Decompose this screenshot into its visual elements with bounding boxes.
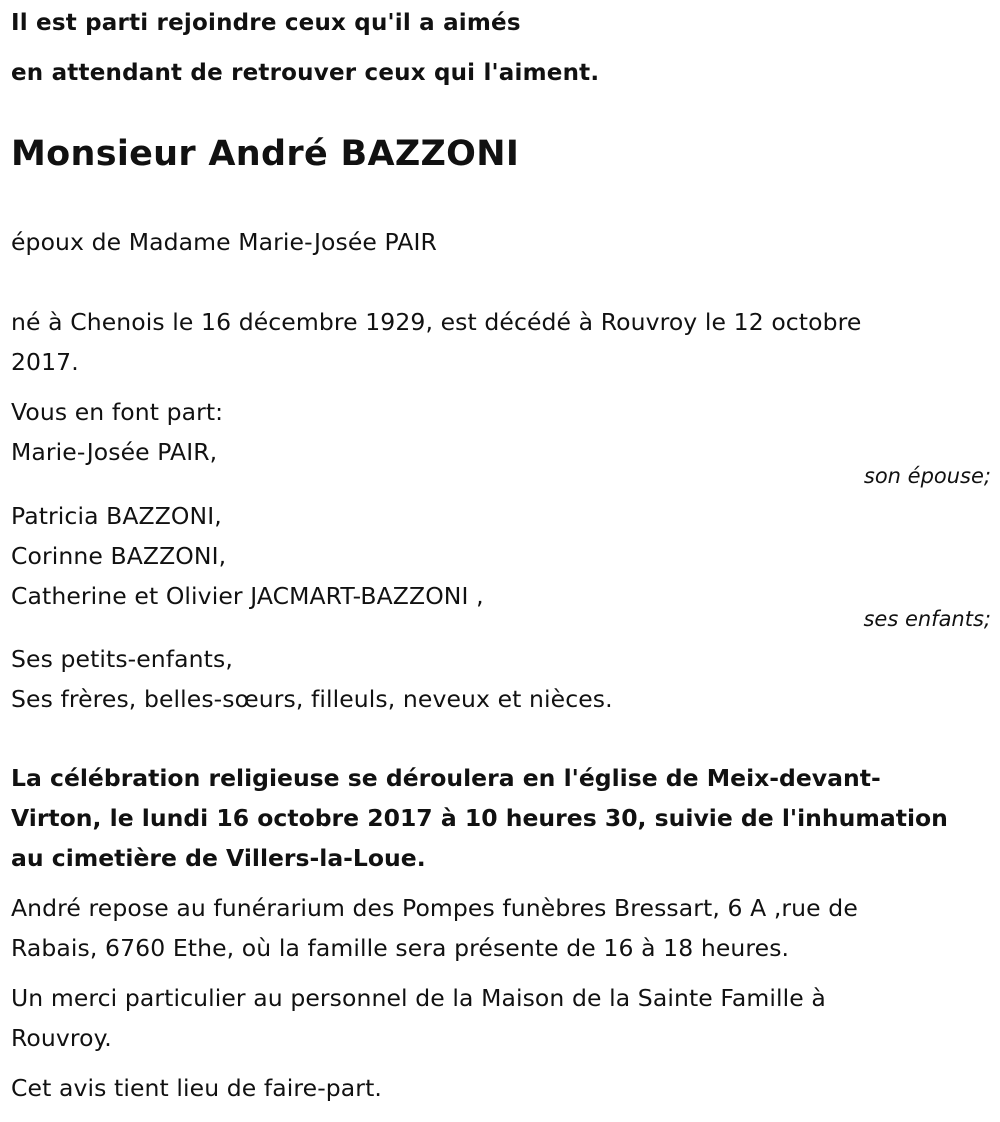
announcement-intro: Vous en font part: — [11, 398, 224, 426]
relatives-line: Ses frères, belles-sœurs, filleuls, neveux et nièces. — [11, 685, 613, 713]
funerarium-line-2: Rabais, 6760 Ethe, où la famille sera présente de 16 à 18 heures. — [11, 934, 790, 962]
thanks-line-1: Un merci particulier au personnel de la Maison de la Sainte Famille à — [11, 984, 826, 1012]
funerarium-line-1: André repose au funérarium des Pompes funèbres Bressart, 6 A ,rue de — [11, 894, 858, 922]
ceremony-line-1: La célébration religieuse se déroulera en l'église de Meix-devant- — [11, 764, 881, 792]
epigraph-line-1: Il est parti rejoindre ceux qu'il a aimés — [11, 10, 521, 36]
ceremony-line-3: au cimetière de Villers-la-Loue. — [11, 844, 426, 872]
thanks-line-2: Rouvroy. — [11, 1024, 112, 1052]
deceased-name: Monsieur André BAZZONI — [11, 134, 520, 174]
closing-line: Cet avis tient lieu de faire-part. — [11, 1074, 382, 1102]
children-role: ses enfants; — [863, 607, 991, 631]
epigraph-line-2: en attendant de retrouver ceux qui l'aiment. — [11, 60, 600, 86]
child-name: Catherine et Olivier JACMART-BAZZONI , — [11, 582, 484, 610]
child-name: Patricia BAZZONI, — [11, 502, 222, 530]
birth-death-line-2: 2017. — [11, 348, 79, 376]
grandchildren-line: Ses petits-enfants, — [11, 645, 233, 673]
spouse-line: époux de Madame Marie-Josée PAIR — [11, 228, 437, 256]
birth-death-line-1: né à Chenois le 16 décembre 1929, est décédé à Rouvroy le 12 octobre — [11, 308, 862, 336]
child-name: Corinne BAZZONI, — [11, 542, 227, 570]
ceremony-line-2: Virton, le lundi 16 octobre 2017 à 10 heures 30, suivie de l'inhumation — [11, 804, 948, 832]
spouse-role: son épouse; — [863, 464, 991, 488]
spouse-name: Marie-Josée PAIR, — [11, 438, 218, 466]
